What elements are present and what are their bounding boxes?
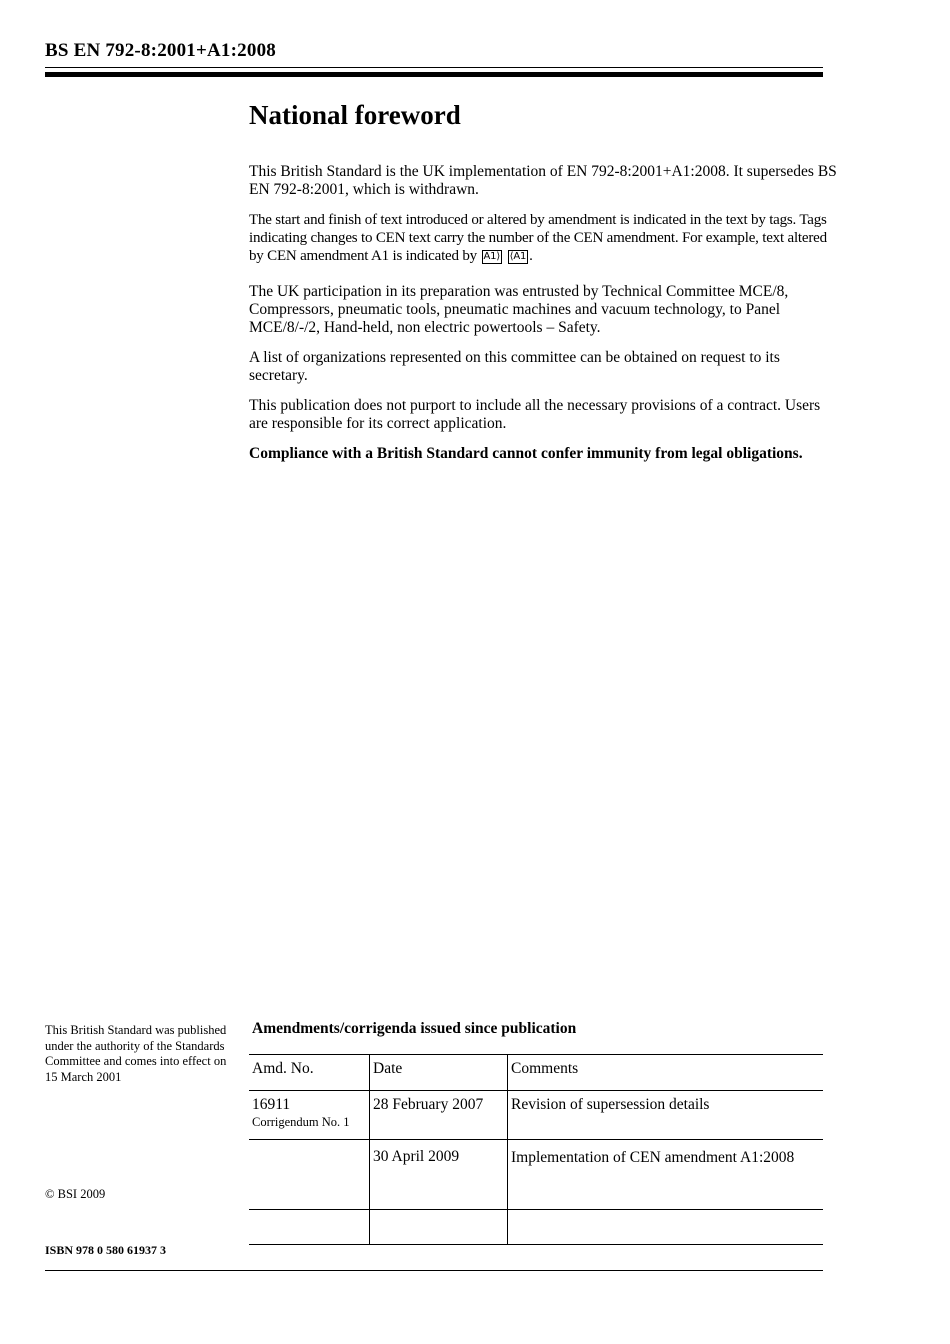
- header-rule-thin: [45, 67, 823, 68]
- column-header-comments: Comments: [508, 1055, 824, 1091]
- paragraph-organizations: A list of organizations represented on this committee can be obtained on request to its secretary.: [249, 349, 780, 384]
- table-row: [249, 1210, 823, 1245]
- document-id-header: BS EN 792-8:2001+A1:2008: [45, 40, 276, 61]
- paragraph-implementation: This British Standard is the UK implementation of EN 792-8:2001+A1:2008. It supersedes BS EN 792-8:2001, which is withdrawn.: [249, 163, 837, 198]
- date-cell: [370, 1210, 508, 1245]
- amendment-tag-close-icon: ⟨A1: [509, 251, 527, 262]
- amendments-table: [249, 1054, 823, 1245]
- amendment-tag-open-icon: A1⟩: [483, 251, 501, 262]
- column-header-date: Date: [370, 1055, 508, 1091]
- isbn: ISBN 978 0 580 61937 3: [45, 1243, 167, 1257]
- paragraph-contract: This publication does not purport to include all the necessary provisions of a contract. Users are responsible for its correct application.: [249, 397, 821, 432]
- table-row: [249, 1091, 823, 1140]
- amd-no-cell: [249, 1210, 370, 1245]
- tag-open-label: A1: [483, 251, 497, 262]
- authority-note: This British Standard was published under the authority of the Standards Committee and comes into effect on 15 March 2001: [45, 1023, 227, 1084]
- comments-cell: Implementation of CEN amendment A1:2008: [508, 1140, 824, 1210]
- date-cell: 30 April 2009: [370, 1140, 508, 1210]
- paragraph-compliance: Compliance with a British Standard cannot confer immunity from legal obligations.: [249, 445, 803, 462]
- date-cell: 28 February 2007: [370, 1091, 508, 1140]
- amd-no-cell: [249, 1140, 370, 1210]
- paragraph-amendment-tags-text: The start and finish of text introduced or altered by amendment is indicated in the text by tags. Tags indicating changes to CEN text carry the number of the CEN amendment. For example, text altered by CEN amendment A1 is indicated by: [249, 212, 827, 264]
- column-header-amd-no: Amd. No.: [249, 1055, 370, 1091]
- footer-rule: [45, 1270, 823, 1271]
- page-title: National foreword: [249, 100, 461, 130]
- table-header-row: [249, 1055, 823, 1091]
- amd-note: Corrigendum No. 1: [252, 1115, 350, 1129]
- paragraph-committee: The UK participation in its preparation was entrusted by Technical Committee MCE/8, Compressors, pneumatic tools, pneumatic machines and vacuum technology, to Panel MCE/8/-/2, Hand-held, non electric powertools – Safety.: [249, 283, 789, 336]
- paragraph-amendment-tags: [249, 211, 839, 265]
- amd-no-cell: [249, 1091, 370, 1140]
- header-rule-thick: [45, 72, 823, 77]
- comments-cell: Revision of supersession details: [508, 1091, 824, 1140]
- table-row: [249, 1140, 823, 1210]
- amendments-heading: Amendments/corrigenda issued since publication: [252, 1020, 577, 1037]
- comments-cell: [508, 1210, 824, 1245]
- paragraph-end-punct: .: [529, 248, 533, 264]
- tag-close-label: A1: [513, 251, 527, 262]
- copyright: © BSI 2009: [45, 1187, 106, 1201]
- amd-number: 16911: [252, 1096, 291, 1113]
- foreword-body: [249, 163, 839, 475]
